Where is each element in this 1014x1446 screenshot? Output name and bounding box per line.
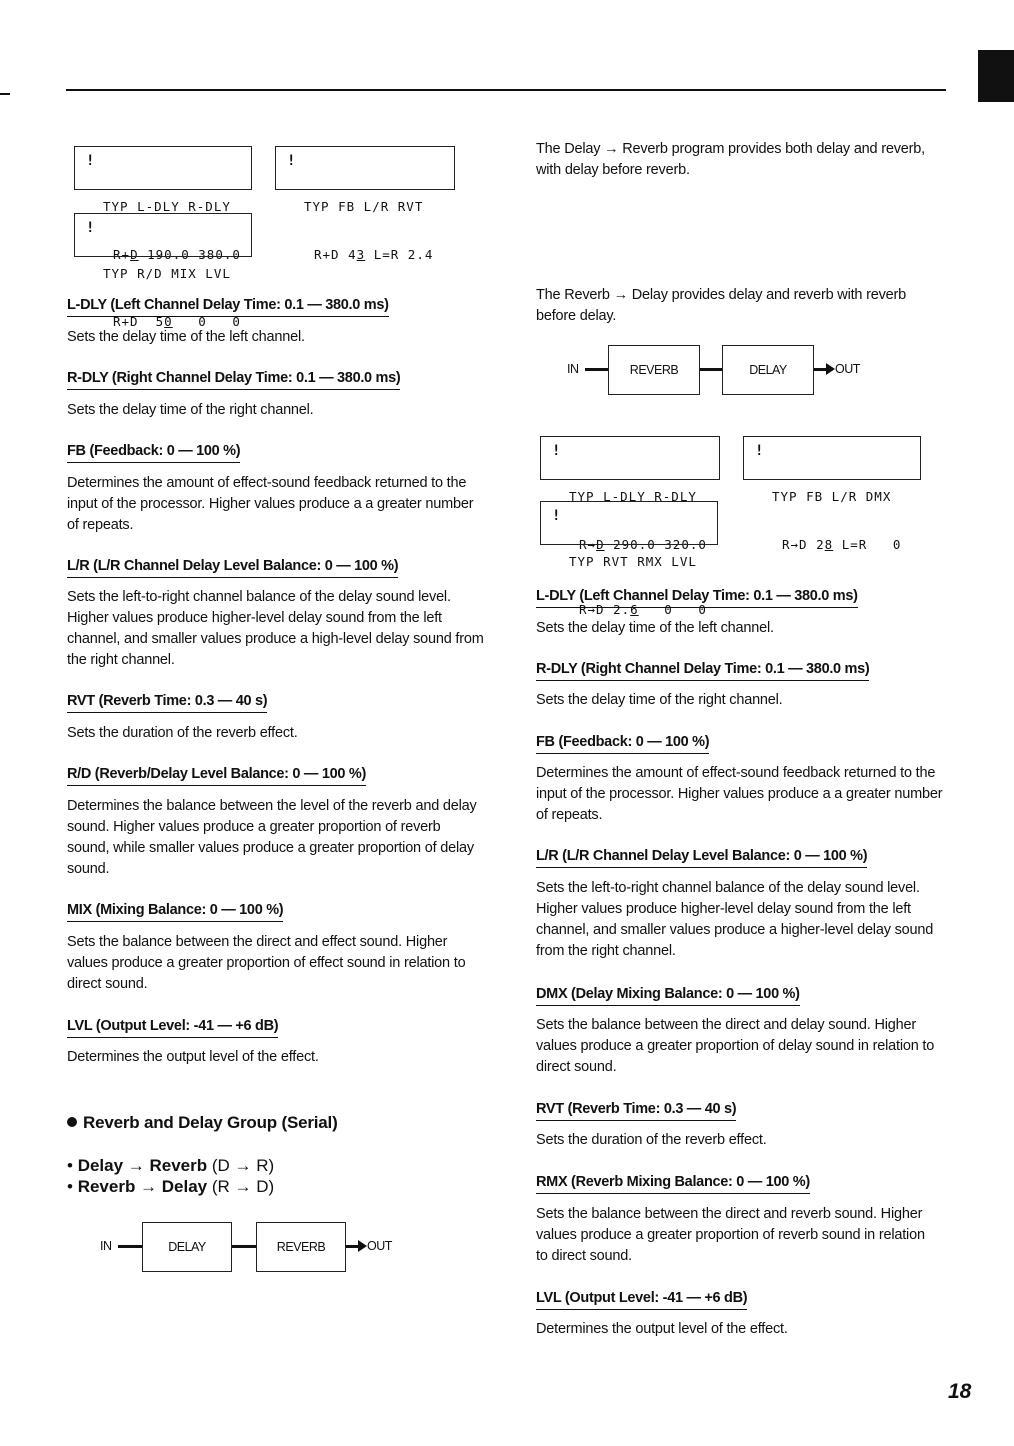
section-tab-marker [978, 50, 1014, 102]
arrow-right-icon [358, 1240, 367, 1252]
diagram-box-delay: DELAY [142, 1222, 232, 1272]
page-number: 18 [948, 1380, 972, 1403]
param-heading-lvl-r: LVL (Output Level: -41 — +6 dB) [536, 1290, 747, 1310]
param-body-lvl-r: Determines the output level of the effect. [536, 1321, 788, 1337]
param-heading-r-dly: R-DLY (Right Channel Delay Time: 0.1 — 380.0 ms) [67, 370, 400, 390]
program-item-reverb-delay: • Reverb → Delay (R → D) [67, 1177, 275, 1196]
diagram-in-label: IN [567, 362, 579, 376]
lcd-row-1: TYP R/D MIX LVL [103, 266, 231, 281]
lcd-row-2: R→D 2.6 0 0 [579, 602, 707, 617]
param-heading-fb: FB (Feedback: 0 — 100 %) [67, 443, 240, 463]
header-rule [66, 89, 946, 91]
diagram-out-label: OUT [835, 362, 860, 376]
lcd-row-1: TYP L-DLY R-DLY [569, 489, 697, 504]
lcd-row-1: TYP FB L/R RVT [304, 199, 424, 214]
signal-line [700, 368, 722, 371]
lcd-row-2: R+D 50 0 0 [113, 314, 241, 329]
lcd-marker: ! [755, 443, 764, 459]
lcd-display-delay-reverb-2 [275, 146, 455, 262]
param-body-lr-r: Sets the left-to-right channel balance of the delay sound level. Higher values produce higher-level delay sound from the left channel, and smaller values produce a higher-level delay sound from the right channel. [536, 880, 934, 959]
param-body-l-dly: Sets the delay time of the left channel. [67, 329, 305, 345]
param-body-fb: Determines the amount of effect-sound feedback returned to the input of the processor. Higher values produce a a greater number of repeats. [67, 475, 474, 533]
diagram-box-reverb: REVERB [608, 345, 700, 395]
lcd-display-delay-reverb-1 [74, 146, 252, 262]
param-heading-lr-r: L/R (L/R Channel Delay Level Balance: 0 — 100 %) [536, 848, 867, 868]
param-body-mix: Sets the balance between the direct and effect sound. Higher values produce a greater proportion of effect sound in relation to direct sound. [67, 934, 466, 992]
lcd-row-1: TYP RVT RMX LVL [569, 554, 697, 569]
param-heading-dmx: DMX (Delay Mixing Balance: 0 — 100 %) [536, 986, 800, 1006]
param-heading-rvt-r: RVT (Reverb Time: 0.3 — 40 s) [536, 1101, 736, 1121]
margin-tick [0, 93, 10, 95]
param-body-fb-r: Determines the amount of effect-sound feedback returned to the input of the processor. Higher values produce a a greater number of repeats. [536, 765, 943, 823]
signal-flow-diagram-delay-reverb [100, 1222, 420, 1272]
param-body-lvl: Determines the output level of the effect. [67, 1049, 319, 1065]
intro-delay-reverb: The Delay → Reverb program provides both delay and reverb, with delay before reverb. [536, 141, 925, 178]
lcd-row-2: R+D 43 L=R 2.4 [314, 247, 434, 262]
param-body-r-dly: Sets the delay time of the right channel. [67, 402, 314, 418]
lcd-row-1: TYP FB L/R DMX [772, 489, 892, 504]
diagram-in-label: IN [100, 1239, 112, 1253]
param-heading-fb-r: FB (Feedback: 0 — 100 %) [536, 734, 709, 754]
param-heading-l-dly-r: L-DLY (Left Channel Delay Time: 0.1 — 380.0 ms) [536, 588, 858, 608]
lcd-display-reverb-delay-1 [540, 436, 720, 552]
group-title: Reverb and Delay Group (Serial) [67, 1113, 338, 1133]
bullet-dot-icon [67, 1117, 77, 1127]
signal-line [232, 1245, 256, 1248]
lcd-row-1: TYP L-DLY R-DLY [103, 199, 231, 214]
lcd-row-2: R→D 28 L=R 0 [782, 537, 902, 552]
param-body-l-dly-r: Sets the delay time of the left channel. [536, 620, 774, 636]
lcd-row-2: R→D 290.0 320.0 [579, 537, 707, 552]
param-heading-lvl: LVL (Output Level: -41 — +6 dB) [67, 1018, 278, 1038]
param-heading-rvt: RVT (Reverb Time: 0.3 — 40 s) [67, 693, 267, 713]
diagram-box-delay: DELAY [722, 345, 814, 395]
signal-flow-diagram-reverb-delay [567, 345, 887, 395]
lcd-display-reverb-delay-2 [743, 436, 921, 552]
lcd-marker: ! [86, 153, 95, 169]
program-item-delay-reverb: • Delay → Reverb (D → R) [67, 1156, 275, 1175]
param-heading-l-dly: L-DLY (Left Channel Delay Time: 0.1 — 380.0 ms) [67, 297, 389, 317]
param-body-lr: Sets the left-to-right channel balance of the delay sound level. Higher values produce higher-level delay sound from the left channel, and smaller values produce a high-level delay sound from the right channel. [67, 589, 484, 668]
lcd-marker: ! [287, 153, 296, 169]
param-heading-rd: R/D (Reverb/Delay Level Balance: 0 — 100 %) [67, 766, 366, 786]
param-heading-lr: L/R (L/R Channel Delay Level Balance: 0 — 100 %) [67, 558, 398, 578]
lcd-marker: ! [552, 443, 561, 459]
diagram-out-label: OUT [367, 1239, 392, 1253]
diagram-box-reverb: REVERB [256, 1222, 346, 1272]
param-heading-mix: MIX (Mixing Balance: 0 — 100 %) [67, 902, 283, 922]
param-body-rvt-r: Sets the duration of the reverb effect. [536, 1132, 767, 1148]
param-heading-rmx: RMX (Reverb Mixing Balance: 0 — 100 %) [536, 1174, 810, 1194]
signal-line [585, 368, 608, 371]
lcd-row-2: R+D 190.0 380.0 [113, 247, 241, 262]
lcd-marker: ! [552, 508, 561, 524]
param-body-rd: Determines the balance between the level of the reverb and delay sound. Higher values produce a greater proportion of reverb sound, while smaller values produce a greater proportion of delay sound. [67, 798, 477, 877]
intro-reverb-delay: The Reverb → Delay provides delay and reverb with reverb before delay. [536, 287, 907, 324]
param-body-rvt: Sets the duration of the reverb effect. [67, 725, 298, 741]
signal-line [118, 1245, 142, 1248]
arrow-right-icon [826, 363, 835, 375]
param-heading-r-dly-r: R-DLY (Right Channel Delay Time: 0.1 — 380.0 ms) [536, 661, 869, 681]
param-body-dmx: Sets the balance between the direct and delay sound. Higher values produce a greater proportion of delay sound in relation to direct sound. [536, 1017, 935, 1075]
lcd-marker: ! [86, 220, 95, 236]
param-body-r-dly-r: Sets the delay time of the right channel. [536, 692, 783, 708]
param-body-rmx: Sets the balance between the direct and reverb sound. Higher values produce a greater proportion of reverb sound in relation to direct sound. [536, 1206, 925, 1264]
